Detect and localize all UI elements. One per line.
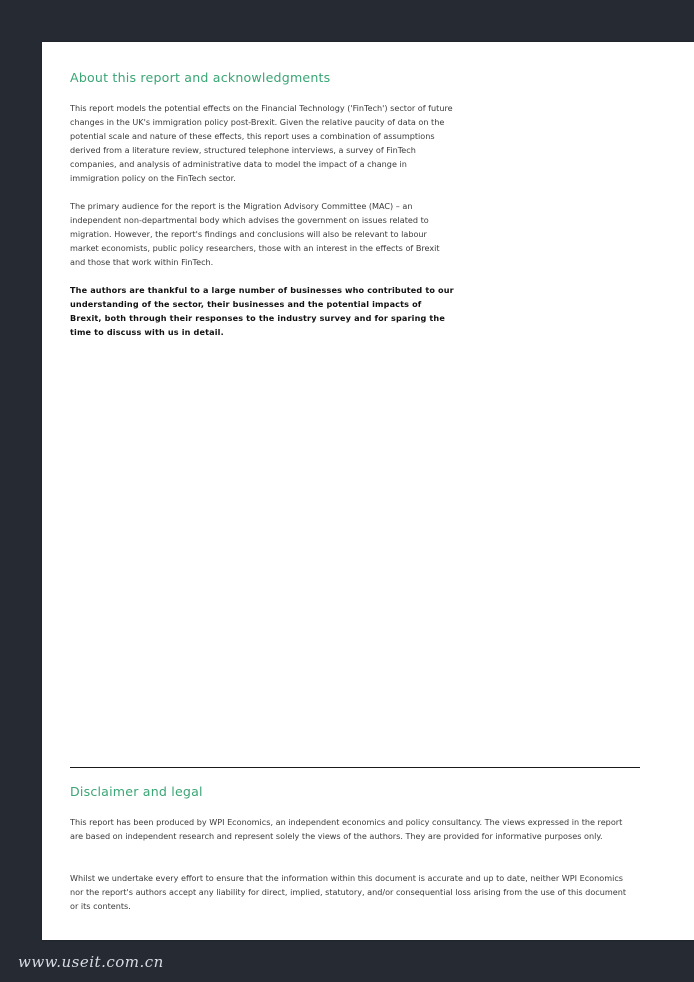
acknowledgment-paragraph: The authors are thankful to a large number of businesses who contributed to our understanding of the sector, their businesses and the potential impacts of Brexit, both through their responses to the industry survey and for sparing the time to discuss with us in detail. [70, 285, 454, 337]
disclaimer-paragraph-2: Whilst we undertake every effort to ensure that the information within this document is accurate and up to date, neither WPI Economics nor the report's authors accept any liability for direct, implied, statutory, and/or consequential loss arising from the use of this document or its contents. [70, 873, 627, 911]
watermark-text: www.useit.com.cn [18, 953, 164, 971]
document-page [42, 42, 694, 940]
disclaimer-paragraph-1: This report has been produced by WPI Economics, an independent economics and policy consultancy. The views expressed in the report are based on independent research and represent solely the views of the authors. They are provided for informative purposes only. [70, 817, 623, 841]
section-divider [70, 767, 640, 768]
disclaimer-heading: Disclaimer and legal [70, 784, 203, 799]
about-heading: About this report and acknowledgments [70, 70, 331, 85]
about-paragraph-2: The primary audience for the report is the Migration Advisory Committee (MAC) – an independent non-departmental body which advises the government on issues related to migration. However, the report's findings and conclusions will also be relevant to labour market economists, public policy researchers, those with an interest in the effects of Brexit and those that work within FinTech. [70, 201, 440, 267]
about-paragraph-1: This report models the potential effects on the Financial Technology ('FinTech') sector of future changes in the UK's immigration policy post-Brexit. Given the relative paucity of data on the potential scale and nature of these effects, this report uses a combination of assumptions derived from a literature review, structured telephone interviews, a survey of FinTech companies, and analysis of administrative data to model the impact of a change in immigration policy on the FinTech sector. [70, 103, 453, 183]
